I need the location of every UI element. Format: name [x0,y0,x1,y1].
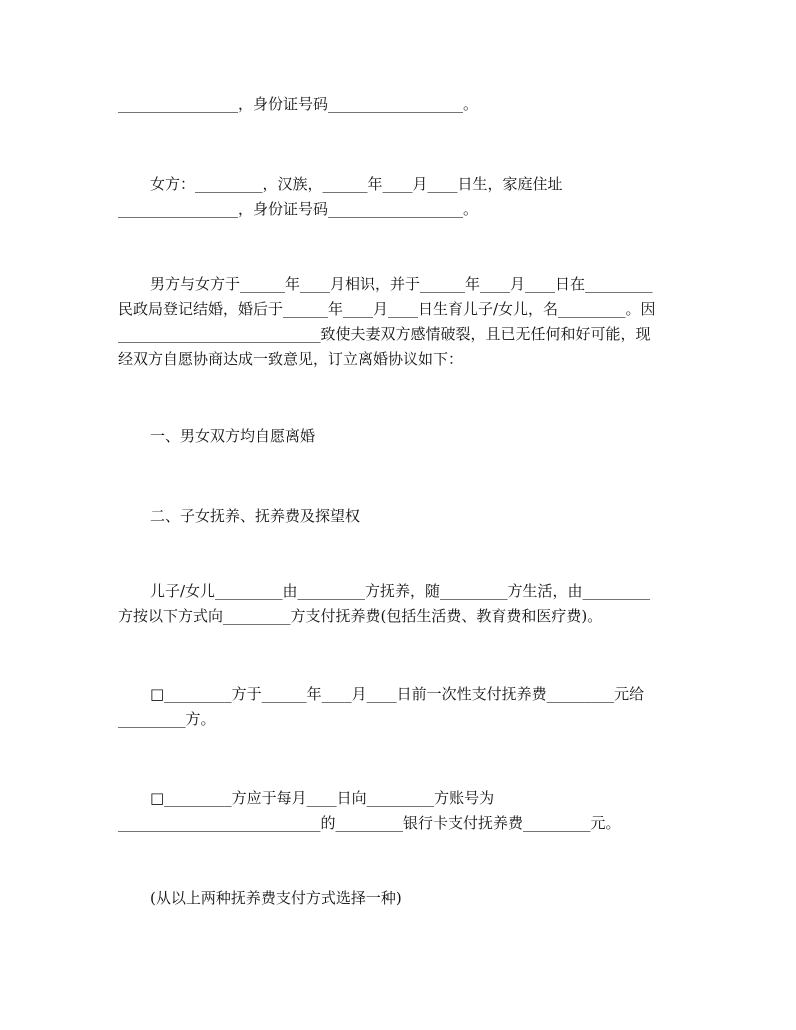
text-line: 儿子/女儿_________由_________方抚养，随_________方生活，由_________ [150,582,651,600]
text-line: 经双方自愿协商达成一致意见，订立离婚协议如下： [118,350,464,368]
section-heading: 二、子女抚养、抚养费及探望权 [150,507,361,525]
section-heading: 一、男女双方均自愿离婚 [150,427,316,445]
note-line: (从以上两种抚养费支付方式选择一种) [150,889,402,907]
text-line: 女方：_________，汉族，______年____月____日生，家庭住址 [150,175,563,193]
text-line: 民政局登记结婚，婚后于______年____月____日生育儿子/女儿，名_________。因 [118,300,656,318]
text-line: 方按以下方式向_________方支付抚养费(包括生活费、教育费和医疗费)。 [118,607,603,625]
text-line: ________________，身份证号码__________________。 [118,95,479,113]
checkbox-option-line: □_________方于______年____月____日前一次性支付抚养费_________元给 [150,685,645,703]
text-line: ________________，身份证号码__________________。 [118,200,479,218]
checkbox-option-line: □_________方应于每月____日向_________方账号为 [150,789,495,807]
text-line: ___________________________致使夫妻双方感情破裂，且已无任何和好可能，现 [118,325,651,343]
text-line: ___________________________的_________银行卡支付抚养费_________元。 [118,814,621,832]
text-line: 男方与女方于______年____月相识，并于______年____月____日在_________ [150,275,653,293]
text-line: _________方。 [118,710,216,728]
